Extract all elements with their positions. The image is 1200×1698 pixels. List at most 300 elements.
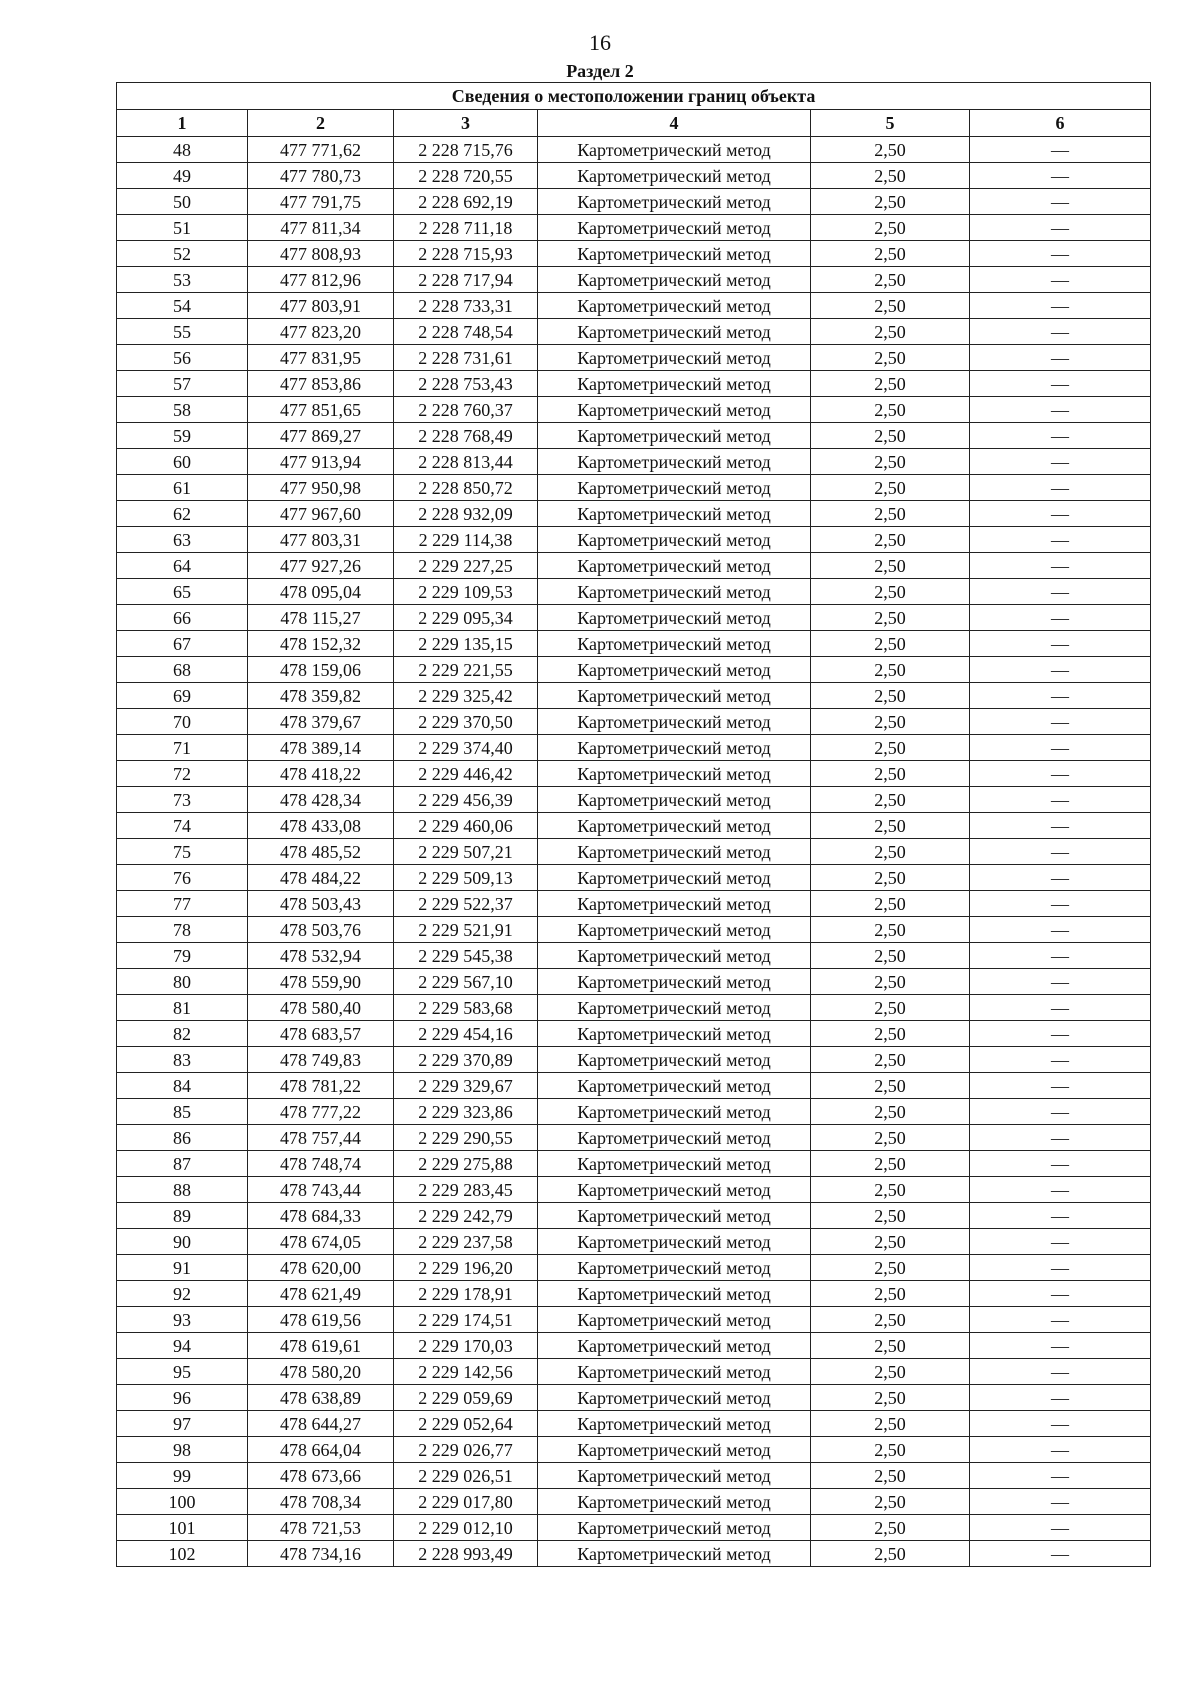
accuracy-cell: 2,50 — [811, 1385, 970, 1411]
description-cell: — — [970, 1515, 1151, 1541]
column-number: 2 — [248, 110, 394, 137]
table-row — [117, 657, 1151, 683]
y-coordinate-cell: 2 229 059,69 — [394, 1385, 538, 1411]
description-cell: — — [970, 995, 1151, 1021]
x-coordinate-cell: 478 418,22 — [248, 761, 394, 787]
method-cell: Картометрический метод — [538, 1333, 811, 1359]
accuracy-cell: 2,50 — [811, 1489, 970, 1515]
table-row — [117, 579, 1151, 605]
table-row — [117, 709, 1151, 735]
x-coordinate-cell: 478 359,82 — [248, 683, 394, 709]
description-cell: — — [970, 1437, 1151, 1463]
x-coordinate-cell: 477 913,94 — [248, 449, 394, 475]
accuracy-cell: 2,50 — [811, 761, 970, 787]
column-number: 3 — [394, 110, 538, 137]
description-cell: — — [970, 813, 1151, 839]
method-cell: Картометрический метод — [538, 787, 811, 813]
point-number-cell: 77 — [117, 891, 248, 917]
table-row — [117, 683, 1151, 709]
x-coordinate-cell: 478 708,34 — [248, 1489, 394, 1515]
accuracy-cell: 2,50 — [811, 839, 970, 865]
table-row — [117, 1047, 1151, 1073]
point-number-cell: 62 — [117, 501, 248, 527]
method-cell: Картометрический метод — [538, 1515, 811, 1541]
method-cell: Картометрический метод — [538, 865, 811, 891]
description-cell: — — [970, 397, 1151, 423]
description-cell: — — [970, 267, 1151, 293]
description-cell: — — [970, 787, 1151, 813]
description-cell: — — [970, 1021, 1151, 1047]
x-coordinate-cell: 478 559,90 — [248, 969, 394, 995]
x-coordinate-cell: 478 684,33 — [248, 1203, 394, 1229]
description-cell: — — [970, 631, 1151, 657]
accuracy-cell: 2,50 — [811, 1411, 970, 1437]
table-row — [117, 1359, 1151, 1385]
table-row — [117, 1541, 1151, 1567]
method-cell: Картометрический метод — [538, 1281, 811, 1307]
x-coordinate-cell: 478 734,16 — [248, 1541, 394, 1567]
description-cell: — — [970, 969, 1151, 995]
y-coordinate-cell: 2 229 095,34 — [394, 605, 538, 631]
description-cell: — — [970, 1073, 1151, 1099]
description-cell: — — [970, 943, 1151, 969]
accuracy-cell: 2,50 — [811, 943, 970, 969]
table-row — [117, 631, 1151, 657]
table-row — [117, 1177, 1151, 1203]
accuracy-cell: 2,50 — [811, 475, 970, 501]
method-cell: Картометрический метод — [538, 1489, 811, 1515]
y-coordinate-cell: 2 229 507,21 — [394, 839, 538, 865]
point-number-cell: 61 — [117, 475, 248, 501]
accuracy-cell: 2,50 — [811, 683, 970, 709]
y-coordinate-cell: 2 229 323,86 — [394, 1099, 538, 1125]
point-number-cell: 52 — [117, 241, 248, 267]
table-row — [117, 865, 1151, 891]
table-row — [117, 839, 1151, 865]
description-cell: — — [970, 189, 1151, 215]
method-cell: Картометрический метод — [538, 1177, 811, 1203]
method-cell: Картометрический метод — [538, 839, 811, 865]
description-cell: — — [970, 1463, 1151, 1489]
description-cell: — — [970, 475, 1151, 501]
y-coordinate-cell: 2 229 237,58 — [394, 1229, 538, 1255]
point-number-cell: 50 — [117, 189, 248, 215]
table-row — [117, 1281, 1151, 1307]
description-cell: — — [970, 449, 1151, 475]
y-coordinate-cell: 2 228 753,43 — [394, 371, 538, 397]
y-coordinate-cell: 2 229 521,91 — [394, 917, 538, 943]
y-coordinate-cell: 2 229 227,25 — [394, 553, 538, 579]
x-coordinate-cell: 478 580,20 — [248, 1359, 394, 1385]
point-number-cell: 64 — [117, 553, 248, 579]
point-number-cell: 84 — [117, 1073, 248, 1099]
table-row — [117, 345, 1151, 371]
accuracy-cell: 2,50 — [811, 917, 970, 943]
point-number-cell: 93 — [117, 1307, 248, 1333]
x-coordinate-cell: 477 967,60 — [248, 501, 394, 527]
y-coordinate-cell: 2 229 456,39 — [394, 787, 538, 813]
accuracy-cell: 2,50 — [811, 1203, 970, 1229]
method-cell: Картометрический метод — [538, 1411, 811, 1437]
description-cell: — — [970, 423, 1151, 449]
point-number-cell: 56 — [117, 345, 248, 371]
y-coordinate-cell: 2 229 196,20 — [394, 1255, 538, 1281]
point-number-cell: 73 — [117, 787, 248, 813]
point-number-cell: 55 — [117, 319, 248, 345]
column-number-row — [117, 110, 1151, 137]
y-coordinate-cell: 2 228 813,44 — [394, 449, 538, 475]
x-coordinate-cell: 477 950,98 — [248, 475, 394, 501]
accuracy-cell: 2,50 — [811, 813, 970, 839]
point-number-cell: 95 — [117, 1359, 248, 1385]
y-coordinate-cell: 2 228 731,61 — [394, 345, 538, 371]
accuracy-cell: 2,50 — [811, 449, 970, 475]
accuracy-cell: 2,50 — [811, 163, 970, 189]
description-cell: — — [970, 1125, 1151, 1151]
y-coordinate-cell: 2 229 454,16 — [394, 1021, 538, 1047]
y-coordinate-cell: 2 229 283,45 — [394, 1177, 538, 1203]
point-number-cell: 76 — [117, 865, 248, 891]
accuracy-cell: 2,50 — [811, 1437, 970, 1463]
table-row — [117, 1099, 1151, 1125]
description-cell: — — [970, 345, 1151, 371]
point-number-cell: 53 — [117, 267, 248, 293]
x-coordinate-cell: 477 823,20 — [248, 319, 394, 345]
x-coordinate-cell: 478 580,40 — [248, 995, 394, 1021]
table-row — [117, 475, 1151, 501]
x-coordinate-cell: 478 757,44 — [248, 1125, 394, 1151]
table-row — [117, 1073, 1151, 1099]
method-cell: Картометрический метод — [538, 1099, 811, 1125]
point-number-cell: 90 — [117, 1229, 248, 1255]
description-cell: — — [970, 163, 1151, 189]
x-coordinate-cell: 477 803,31 — [248, 527, 394, 553]
y-coordinate-cell: 2 228 993,49 — [394, 1541, 538, 1567]
y-coordinate-cell: 2 228 717,94 — [394, 267, 538, 293]
accuracy-cell: 2,50 — [811, 501, 970, 527]
description-cell: — — [970, 891, 1151, 917]
method-cell: Картометрический метод — [538, 943, 811, 969]
table-row — [117, 1203, 1151, 1229]
x-coordinate-cell: 477 811,34 — [248, 215, 394, 241]
point-number-cell: 69 — [117, 683, 248, 709]
y-coordinate-cell: 2 229 325,42 — [394, 683, 538, 709]
method-cell: Картометрический метод — [538, 995, 811, 1021]
table-row — [117, 917, 1151, 943]
y-coordinate-cell: 2 228 748,54 — [394, 319, 538, 345]
x-coordinate-cell: 478 781,22 — [248, 1073, 394, 1099]
point-number-cell: 60 — [117, 449, 248, 475]
table-row — [117, 163, 1151, 189]
method-cell: Картометрический метод — [538, 917, 811, 943]
point-number-cell: 58 — [117, 397, 248, 423]
accuracy-cell: 2,50 — [811, 267, 970, 293]
point-number-cell: 59 — [117, 423, 248, 449]
accuracy-cell: 2,50 — [811, 709, 970, 735]
method-cell: Картометрический метод — [538, 1463, 811, 1489]
description-cell: — — [970, 1177, 1151, 1203]
x-coordinate-cell: 478 503,43 — [248, 891, 394, 917]
section-title: Раздел 2 — [566, 61, 634, 81]
method-cell: Картометрический метод — [538, 189, 811, 215]
y-coordinate-cell: 2 229 109,53 — [394, 579, 538, 605]
description-cell: — — [970, 761, 1151, 787]
x-coordinate-cell: 477 791,75 — [248, 189, 394, 215]
y-coordinate-cell: 2 229 374,40 — [394, 735, 538, 761]
table-row — [117, 1463, 1151, 1489]
description-cell: — — [970, 709, 1151, 735]
method-cell: Картометрический метод — [538, 1203, 811, 1229]
description-cell: — — [970, 865, 1151, 891]
point-number-cell: 67 — [117, 631, 248, 657]
y-coordinate-cell: 2 228 692,19 — [394, 189, 538, 215]
column-number: 1 — [117, 110, 248, 137]
table-row — [117, 1411, 1151, 1437]
method-cell: Картометрический метод — [538, 1073, 811, 1099]
table-row — [117, 267, 1151, 293]
table-row — [117, 995, 1151, 1021]
method-cell: Картометрический метод — [538, 319, 811, 345]
x-coordinate-cell: 478 664,04 — [248, 1437, 394, 1463]
description-cell: — — [970, 1411, 1151, 1437]
accuracy-cell: 2,50 — [811, 527, 970, 553]
x-coordinate-cell: 478 503,76 — [248, 917, 394, 943]
method-cell: Картометрический метод — [538, 397, 811, 423]
description-cell: — — [970, 1307, 1151, 1333]
y-coordinate-cell: 2 228 760,37 — [394, 397, 538, 423]
point-number-cell: 66 — [117, 605, 248, 631]
method-cell: Картометрический метод — [538, 891, 811, 917]
boundary-coordinates-table — [116, 82, 1151, 1567]
table-row — [117, 449, 1151, 475]
method-cell: Картометрический метод — [538, 735, 811, 761]
accuracy-cell: 2,50 — [811, 1281, 970, 1307]
y-coordinate-cell: 2 229 370,89 — [394, 1047, 538, 1073]
method-cell: Картометрический метод — [538, 1125, 811, 1151]
description-cell: — — [970, 579, 1151, 605]
table-row — [117, 605, 1151, 631]
y-coordinate-cell: 2 229 221,55 — [394, 657, 538, 683]
x-coordinate-cell: 478 644,27 — [248, 1411, 394, 1437]
y-coordinate-cell: 2 229 275,88 — [394, 1151, 538, 1177]
x-coordinate-cell: 477 812,96 — [248, 267, 394, 293]
accuracy-cell: 2,50 — [811, 969, 970, 995]
y-coordinate-cell: 2 229 178,91 — [394, 1281, 538, 1307]
method-cell: Картометрический метод — [538, 163, 811, 189]
y-coordinate-cell: 2 229 174,51 — [394, 1307, 538, 1333]
column-number: 5 — [811, 110, 970, 137]
table-row — [117, 761, 1151, 787]
x-coordinate-cell: 478 433,08 — [248, 813, 394, 839]
y-coordinate-cell: 2 229 114,38 — [394, 527, 538, 553]
description-cell: — — [970, 501, 1151, 527]
table-row — [117, 735, 1151, 761]
y-coordinate-cell: 2 229 446,42 — [394, 761, 538, 787]
accuracy-cell: 2,50 — [811, 1541, 970, 1567]
method-cell: Картометрический метод — [538, 813, 811, 839]
accuracy-cell: 2,50 — [811, 397, 970, 423]
y-coordinate-cell: 2 229 242,79 — [394, 1203, 538, 1229]
y-coordinate-cell: 2 229 052,64 — [394, 1411, 538, 1437]
method-cell: Картометрический метод — [538, 1151, 811, 1177]
x-coordinate-cell: 478 095,04 — [248, 579, 394, 605]
method-cell: Картометрический метод — [538, 501, 811, 527]
y-coordinate-cell: 2 229 290,55 — [394, 1125, 538, 1151]
table-row — [117, 813, 1151, 839]
y-coordinate-cell: 2 229 026,51 — [394, 1463, 538, 1489]
method-cell: Картометрический метод — [538, 345, 811, 371]
table-row — [117, 943, 1151, 969]
y-coordinate-cell: 2 229 017,80 — [394, 1489, 538, 1515]
y-coordinate-cell: 2 229 142,56 — [394, 1359, 538, 1385]
y-coordinate-cell: 2 229 522,37 — [394, 891, 538, 917]
point-number-cell: 83 — [117, 1047, 248, 1073]
table-row — [117, 241, 1151, 267]
point-number-cell: 63 — [117, 527, 248, 553]
table-row — [117, 215, 1151, 241]
table-row — [117, 1229, 1151, 1255]
description-cell: — — [970, 683, 1151, 709]
point-number-cell: 81 — [117, 995, 248, 1021]
x-coordinate-cell: 477 831,95 — [248, 345, 394, 371]
method-cell: Картометрический метод — [538, 969, 811, 995]
accuracy-cell: 2,50 — [811, 1073, 970, 1099]
description-cell: — — [970, 1359, 1151, 1385]
x-coordinate-cell: 477 927,26 — [248, 553, 394, 579]
point-number-cell: 70 — [117, 709, 248, 735]
x-coordinate-cell: 478 674,05 — [248, 1229, 394, 1255]
point-number-cell: 80 — [117, 969, 248, 995]
method-cell: Картометрический метод — [538, 267, 811, 293]
method-cell: Картометрический метод — [538, 631, 811, 657]
method-cell: Картометрический метод — [538, 1437, 811, 1463]
point-number-cell: 68 — [117, 657, 248, 683]
description-cell: — — [970, 735, 1151, 761]
y-coordinate-cell: 2 228 768,49 — [394, 423, 538, 449]
x-coordinate-cell: 478 638,89 — [248, 1385, 394, 1411]
point-number-cell: 74 — [117, 813, 248, 839]
method-cell: Картометрический метод — [538, 1021, 811, 1047]
point-number-cell: 79 — [117, 943, 248, 969]
method-cell: Картометрический метод — [538, 371, 811, 397]
method-cell: Картометрический метод — [538, 553, 811, 579]
point-number-cell: 101 — [117, 1515, 248, 1541]
method-cell: Картометрический метод — [538, 1229, 811, 1255]
accuracy-cell: 2,50 — [811, 1151, 970, 1177]
accuracy-cell: 2,50 — [811, 371, 970, 397]
description-cell: — — [970, 917, 1151, 943]
method-cell: Картометрический метод — [538, 293, 811, 319]
description-cell: — — [970, 1333, 1151, 1359]
point-number-cell: 78 — [117, 917, 248, 943]
page-number: 16 — [589, 30, 611, 55]
table-row — [117, 1151, 1151, 1177]
x-coordinate-cell: 478 621,49 — [248, 1281, 394, 1307]
point-number-cell: 100 — [117, 1489, 248, 1515]
table-body — [117, 137, 1151, 1567]
accuracy-cell: 2,50 — [811, 1515, 970, 1541]
y-coordinate-cell: 2 229 509,13 — [394, 865, 538, 891]
accuracy-cell: 2,50 — [811, 345, 970, 371]
method-cell: Картометрический метод — [538, 423, 811, 449]
table-row — [117, 1489, 1151, 1515]
method-cell: Картометрический метод — [538, 605, 811, 631]
x-coordinate-cell: 478 748,74 — [248, 1151, 394, 1177]
accuracy-cell: 2,50 — [811, 657, 970, 683]
y-coordinate-cell: 2 229 545,38 — [394, 943, 538, 969]
y-coordinate-cell: 2 228 733,31 — [394, 293, 538, 319]
method-cell: Картометрический метод — [538, 215, 811, 241]
column-number: 6 — [970, 110, 1151, 137]
x-coordinate-cell: 478 683,57 — [248, 1021, 394, 1047]
table-row — [117, 1307, 1151, 1333]
table-row — [117, 423, 1151, 449]
x-coordinate-cell: 478 484,22 — [248, 865, 394, 891]
method-cell: Картометрический метод — [538, 527, 811, 553]
accuracy-cell: 2,50 — [811, 293, 970, 319]
x-coordinate-cell: 478 743,44 — [248, 1177, 394, 1203]
method-cell: Картометрический метод — [538, 1385, 811, 1411]
description-cell: — — [970, 1047, 1151, 1073]
y-coordinate-cell: 2 229 567,10 — [394, 969, 538, 995]
point-number-cell: 92 — [117, 1281, 248, 1307]
y-coordinate-cell: 2 228 720,55 — [394, 163, 538, 189]
description-cell: — — [970, 1281, 1151, 1307]
table-row — [117, 891, 1151, 917]
accuracy-cell: 2,50 — [811, 605, 970, 631]
accuracy-cell: 2,50 — [811, 787, 970, 813]
x-coordinate-cell: 478 389,14 — [248, 735, 394, 761]
accuracy-cell: 2,50 — [811, 189, 970, 215]
point-number-cell: 99 — [117, 1463, 248, 1489]
point-number-cell: 86 — [117, 1125, 248, 1151]
x-coordinate-cell: 477 803,91 — [248, 293, 394, 319]
y-coordinate-cell: 2 228 711,18 — [394, 215, 538, 241]
x-coordinate-cell: 478 428,34 — [248, 787, 394, 813]
table-caption-row — [117, 83, 1151, 110]
x-coordinate-cell: 477 771,62 — [248, 137, 394, 163]
y-coordinate-cell: 2 229 460,06 — [394, 813, 538, 839]
point-number-cell: 57 — [117, 371, 248, 397]
table-row — [117, 969, 1151, 995]
point-number-cell: 49 — [117, 163, 248, 189]
y-coordinate-cell: 2 228 850,72 — [394, 475, 538, 501]
x-coordinate-cell: 477 851,65 — [248, 397, 394, 423]
accuracy-cell: 2,50 — [811, 423, 970, 449]
accuracy-cell: 2,50 — [811, 579, 970, 605]
point-number-cell: 102 — [117, 1541, 248, 1567]
table-row — [117, 397, 1151, 423]
accuracy-cell: 2,50 — [811, 735, 970, 761]
method-cell: Картометрический метод — [538, 1255, 811, 1281]
x-coordinate-cell: 478 619,61 — [248, 1333, 394, 1359]
accuracy-cell: 2,50 — [811, 1359, 970, 1385]
table-row — [117, 1385, 1151, 1411]
x-coordinate-cell: 478 159,06 — [248, 657, 394, 683]
point-number-cell: 85 — [117, 1099, 248, 1125]
accuracy-cell: 2,50 — [811, 865, 970, 891]
point-number-cell: 71 — [117, 735, 248, 761]
y-coordinate-cell: 2 229 135,15 — [394, 631, 538, 657]
accuracy-cell: 2,50 — [811, 1021, 970, 1047]
point-number-cell: 89 — [117, 1203, 248, 1229]
x-coordinate-cell: 477 808,93 — [248, 241, 394, 267]
description-cell: — — [970, 553, 1151, 579]
x-coordinate-cell: 478 152,32 — [248, 631, 394, 657]
table-row — [117, 137, 1151, 163]
table-row — [117, 501, 1151, 527]
point-number-cell: 65 — [117, 579, 248, 605]
